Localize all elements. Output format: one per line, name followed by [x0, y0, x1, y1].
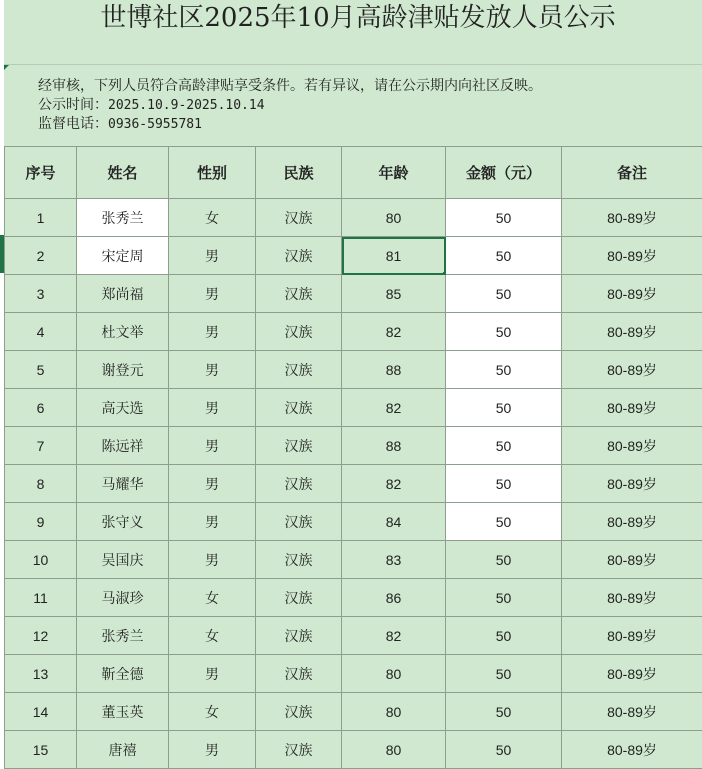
- table-row: [5, 655, 702, 693]
- table-row: [5, 579, 702, 617]
- table-row: [5, 237, 702, 275]
- notice-phone: [4, 115, 702, 134]
- notice-time-label: 公示时间：: [38, 97, 108, 113]
- cell-amount[interactable]: 50: [446, 313, 562, 351]
- cell-name[interactable]: 唐禧: [77, 731, 169, 769]
- cell-no[interactable]: 6: [5, 389, 77, 427]
- cell-amount[interactable]: 50: [446, 465, 562, 503]
- cell-note[interactable]: 80-89岁: [562, 655, 702, 693]
- cell-ethnic[interactable]: 汉族: [256, 465, 342, 503]
- header-cell-note[interactable]: 备注: [562, 147, 702, 199]
- cell-age[interactable]: 82: [342, 465, 446, 503]
- cell-note[interactable]: 80-89岁: [562, 199, 702, 237]
- cell-no[interactable]: 9: [5, 503, 77, 541]
- cell-gender[interactable]: 男: [169, 465, 256, 503]
- cell-amount[interactable]: 50: [446, 199, 562, 237]
- cell-name[interactable]: 马耀华: [77, 465, 169, 503]
- cell-gender[interactable]: 男: [169, 427, 256, 465]
- cell-note[interactable]: 80-89岁: [562, 465, 702, 503]
- cell-gender[interactable]: 男: [169, 655, 256, 693]
- cell-amount[interactable]: 50: [446, 731, 562, 769]
- cell-note[interactable]: 80-89岁: [562, 427, 702, 465]
- cell-gender[interactable]: 男: [169, 313, 256, 351]
- cell-note[interactable]: 80-89岁: [562, 313, 702, 351]
- cell-note[interactable]: 80-89岁: [562, 503, 702, 541]
- table-row: [5, 503, 702, 541]
- cell-amount[interactable]: 50: [446, 351, 562, 389]
- header-cell-age[interactable]: 年龄: [342, 147, 446, 199]
- selected-cell-age[interactable]: 81: [342, 237, 446, 275]
- cell-amount[interactable]: 50: [446, 655, 562, 693]
- cell-no[interactable]: 7: [5, 427, 77, 465]
- cell-name[interactable]: 杜文举: [77, 313, 169, 351]
- cell-gender[interactable]: 男: [169, 389, 256, 427]
- cell-no[interactable]: 4: [5, 313, 77, 351]
- cell-ethnic[interactable]: 汉族: [256, 617, 342, 655]
- header-cell-gender[interactable]: 性别: [169, 147, 256, 199]
- cell-no[interactable]: 10: [5, 541, 77, 579]
- cell-note[interactable]: 80-89岁: [562, 275, 702, 313]
- header-cell-ethnic[interactable]: 民族: [256, 147, 342, 199]
- notice-phone-value: 0936-5955781: [108, 117, 202, 132]
- notice-phone-label: 监督电话：: [38, 116, 108, 132]
- cell-note[interactable]: 80-89岁: [562, 579, 702, 617]
- notice-time-value: 2025.10.9-2025.10.14: [108, 98, 265, 113]
- cell-name[interactable]: 陈远祥: [77, 427, 169, 465]
- cell-gender[interactable]: 女: [169, 693, 256, 731]
- cell-amount[interactable]: 50: [446, 579, 562, 617]
- cell-name[interactable]: 董玉英: [77, 693, 169, 731]
- cell-age[interactable]: 86: [342, 579, 446, 617]
- header-cell-name[interactable]: 姓名: [77, 147, 169, 199]
- cell-gender[interactable]: 男: [169, 503, 256, 541]
- cell-ethnic[interactable]: 汉族: [256, 313, 342, 351]
- cell-name[interactable]: 张秀兰: [77, 199, 169, 237]
- recipient-table: [4, 146, 702, 769]
- table-row: [5, 693, 702, 731]
- cell-gender[interactable]: 男: [169, 351, 256, 389]
- cell-gender[interactable]: 男: [169, 731, 256, 769]
- cell-note[interactable]: 80-89岁: [562, 237, 702, 275]
- table-row: [5, 731, 702, 769]
- cell-note[interactable]: 80-89岁: [562, 731, 702, 769]
- cell-amount[interactable]: 50: [446, 237, 562, 275]
- cell-no[interactable]: 14: [5, 693, 77, 731]
- sheet-title-cell[interactable]: [4, 0, 702, 64]
- cell-name[interactable]: 高天选: [77, 389, 169, 427]
- cell-gender[interactable]: 男: [169, 237, 256, 275]
- cell-no[interactable]: 11: [5, 579, 77, 617]
- cell-amount[interactable]: 50: [446, 503, 562, 541]
- cell-age[interactable]: 80: [342, 731, 446, 769]
- cell-name[interactable]: 宋定周: [77, 237, 169, 275]
- cell-no[interactable]: 1: [5, 199, 77, 237]
- table-row: [5, 389, 702, 427]
- cell-name[interactable]: 靳全德: [77, 655, 169, 693]
- cell-ethnic[interactable]: 汉族: [256, 541, 342, 579]
- cell-no[interactable]: 15: [5, 731, 77, 769]
- cell-no[interactable]: 13: [5, 655, 77, 693]
- header-cell-no[interactable]: 序号: [5, 147, 77, 199]
- cell-ethnic[interactable]: 汉族: [256, 237, 342, 275]
- cell-amount[interactable]: 50: [446, 541, 562, 579]
- cell-ethnic[interactable]: 汉族: [256, 503, 342, 541]
- cell-age[interactable]: 88: [342, 351, 446, 389]
- cell-note[interactable]: 80-89岁: [562, 541, 702, 579]
- table-row: [5, 541, 702, 579]
- cell-note[interactable]: 80-89岁: [562, 693, 702, 731]
- notice-cell[interactable]: [4, 64, 702, 146]
- header-cell-amount[interactable]: 金额（元）: [446, 147, 562, 199]
- cell-amount[interactable]: 50: [446, 275, 562, 313]
- cell-ethnic[interactable]: 汉族: [256, 199, 342, 237]
- cell-age[interactable]: 84: [342, 503, 446, 541]
- cell-ethnic[interactable]: 汉族: [256, 275, 342, 313]
- cell-amount[interactable]: 50: [446, 693, 562, 731]
- notice-text: 经审核，下列人员符合高龄津贴享受条件。若有异议，请在公示期内向社区反映。: [38, 78, 542, 94]
- cell-amount[interactable]: 50: [446, 389, 562, 427]
- cell-note[interactable]: 80-89岁: [562, 351, 702, 389]
- cell-no[interactable]: 3: [5, 275, 77, 313]
- cell-age[interactable]: 82: [342, 617, 446, 655]
- cell-age[interactable]: 88: [342, 427, 446, 465]
- table-row: [5, 617, 702, 655]
- cell-age[interactable]: 80: [342, 199, 446, 237]
- cell-gender[interactable]: 女: [169, 617, 256, 655]
- cell-amount[interactable]: 50: [446, 617, 562, 655]
- cell-name[interactable]: 张守义: [77, 503, 169, 541]
- table-row: [5, 275, 702, 313]
- cell-no[interactable]: 8: [5, 465, 77, 503]
- cell-ethnic[interactable]: 汉族: [256, 693, 342, 731]
- cell-age[interactable]: 82: [342, 389, 446, 427]
- cell-age[interactable]: 82: [342, 313, 446, 351]
- cell-name[interactable]: 郑尚福: [77, 275, 169, 313]
- cell-gender[interactable]: 男: [169, 541, 256, 579]
- notice-time: [4, 96, 702, 115]
- cell-gender[interactable]: 女: [169, 199, 256, 237]
- cell-no[interactable]: 2: [5, 237, 77, 275]
- header-row: [5, 147, 702, 199]
- cell-age[interactable]: 80: [342, 655, 446, 693]
- cell-age[interactable]: 80: [342, 693, 446, 731]
- cell-ethnic[interactable]: 汉族: [256, 731, 342, 769]
- table-row: [5, 313, 702, 351]
- cell-name[interactable]: 吴国庆: [77, 541, 169, 579]
- cell-age[interactable]: 83: [342, 541, 446, 579]
- cell-ethnic[interactable]: 汉族: [256, 655, 342, 693]
- cell-ethnic[interactable]: 汉族: [256, 351, 342, 389]
- cell-no[interactable]: 12: [5, 617, 77, 655]
- cell-amount[interactable]: 50: [446, 427, 562, 465]
- cell-no[interactable]: 5: [5, 351, 77, 389]
- cell-name[interactable]: 马淑珍: [77, 579, 169, 617]
- cell-name[interactable]: 张秀兰: [77, 617, 169, 655]
- cell-ethnic[interactable]: 汉族: [256, 579, 342, 617]
- table-row: [5, 199, 702, 237]
- row-selection-marker: [0, 235, 4, 273]
- cell-gender[interactable]: 女: [169, 579, 256, 617]
- cell-note[interactable]: 80-89岁: [562, 617, 702, 655]
- comment-indicator-icon: [4, 65, 9, 70]
- cell-ethnic[interactable]: 汉族: [256, 389, 342, 427]
- cell-gender[interactable]: 男: [169, 275, 256, 313]
- cell-note[interactable]: 80-89岁: [562, 389, 702, 427]
- table-row: [5, 351, 702, 389]
- cell-age[interactable]: 85: [342, 275, 446, 313]
- table-row: [5, 427, 702, 465]
- cell-ethnic[interactable]: 汉族: [256, 427, 342, 465]
- cell-name[interactable]: 谢登元: [77, 351, 169, 389]
- table-row: [5, 465, 702, 503]
- page-title: 世博社区2025年10月高龄津贴发放人员公示: [100, 3, 616, 33]
